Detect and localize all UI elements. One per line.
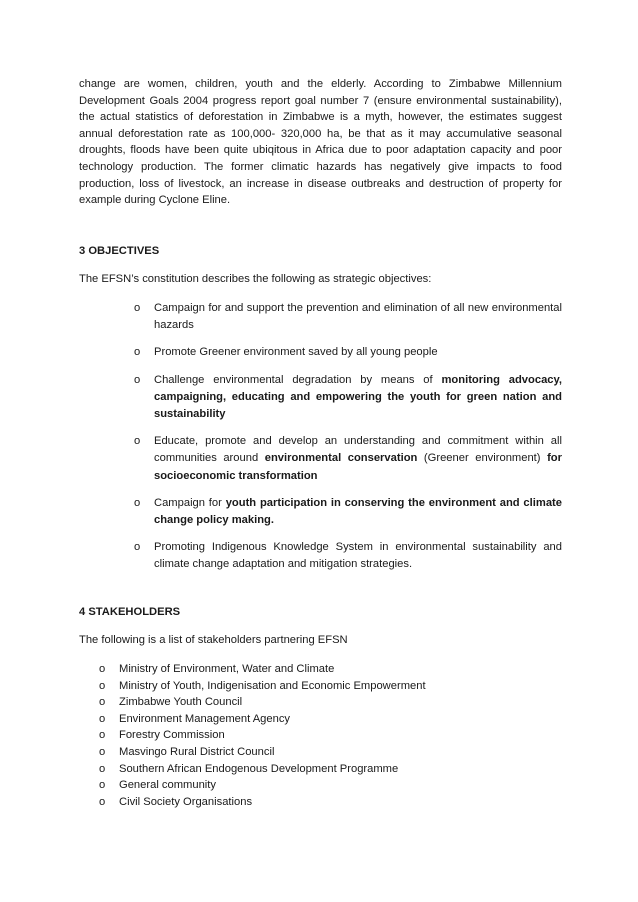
bullet-marker: o — [99, 729, 106, 742]
objectives-heading: 3 OBJECTIVES — [79, 245, 160, 257]
bullet-marker: o — [99, 696, 106, 709]
stakeholder-item: o Ministry of Environment, Water and Climate — [99, 661, 426, 678]
stakeholder-item: o Forestry Commission — [99, 727, 426, 744]
bullet-marker: o — [99, 712, 106, 725]
stakeholders-list — [99, 661, 426, 810]
stakeholders-heading: 4 STAKEHOLDERS — [79, 606, 181, 618]
bullet-marker: o — [134, 302, 141, 314]
objective-item: o Campaign for youth participation in conserving the environment and climate change policy making. — [134, 496, 562, 527]
objectives-intro: The EFSN’s constitution describes the following as strategic objectives: — [79, 273, 432, 285]
bullet-marker: o — [134, 435, 141, 448]
stakeholder-item: o Civil Society Organisations — [99, 794, 426, 811]
stakeholder-item: o Masvingo Rural District Council — [99, 744, 426, 761]
stakeholder-item: o Ministry of Youth, Indigenisation and Economic Empowerment — [99, 678, 426, 695]
body-paragraph: change are women, children, youth and the elderly. According to Zimbabwe Millennium Development Goals 2004 progress report goal number 7 (ensure environmental sustainability), the actual statistics of deforestation in Zimbabwe is a myth, however, the estimates suggest annual deforestation rate as 100,000- 320,000 ha, be that as it may accumulative seasonal droughts, floods have been quite ubiqitous in Africa due to poor adaptation capacity and poor technology production. The former climatic hazards has negatively give impacts to food production, loss of livestock, an increase in disease outbreaks and destruction of property for example during Cyclone Eline. — [79, 78, 562, 207]
bullet-marker: o — [134, 496, 141, 509]
bullet-marker: o — [99, 779, 106, 792]
stakeholders-intro: The following is a list of stakeholders partnering EFSN — [79, 634, 348, 646]
stakeholder-item: o Zimbabwe Youth Council — [99, 694, 426, 711]
objective-item: o Challenge environmental degradation by means of monitoring advocacy, campaigning, educating and empowering the youth for green nation and sustainability — [134, 373, 563, 421]
bullet-marker: o — [99, 679, 106, 692]
bullet-marker: o — [99, 762, 106, 775]
bullet-marker: o — [99, 795, 106, 808]
stakeholder-item: o Southern African Endogenous Development Programme — [99, 761, 426, 778]
bullet-marker: o — [134, 541, 141, 554]
objective-item: o Promote Greener environment saved by all young people — [134, 344, 562, 361]
stakeholder-item: o Environment Management Agency — [99, 711, 426, 728]
stakeholder-item: o General community — [99, 777, 426, 794]
bullet-marker: o — [99, 745, 106, 758]
bullet-marker: o — [99, 663, 106, 675]
bullet-marker: o — [134, 373, 141, 386]
objectives-list — [134, 300, 562, 584]
objective-item: o Educate, promote and develop an understanding and commitment within all communities around environmental conservation (Greener environment) for socioeconomic transformation — [134, 435, 562, 482]
objective-item: o Promoting Indigenous Knowledge System in environmental sustainability and climate change adaptation and mitigation strategies. — [134, 541, 562, 571]
objective-item: o Campaign for and support the prevention and elimination of all new environmental hazards — [134, 302, 562, 332]
bullet-marker: o — [134, 346, 141, 359]
